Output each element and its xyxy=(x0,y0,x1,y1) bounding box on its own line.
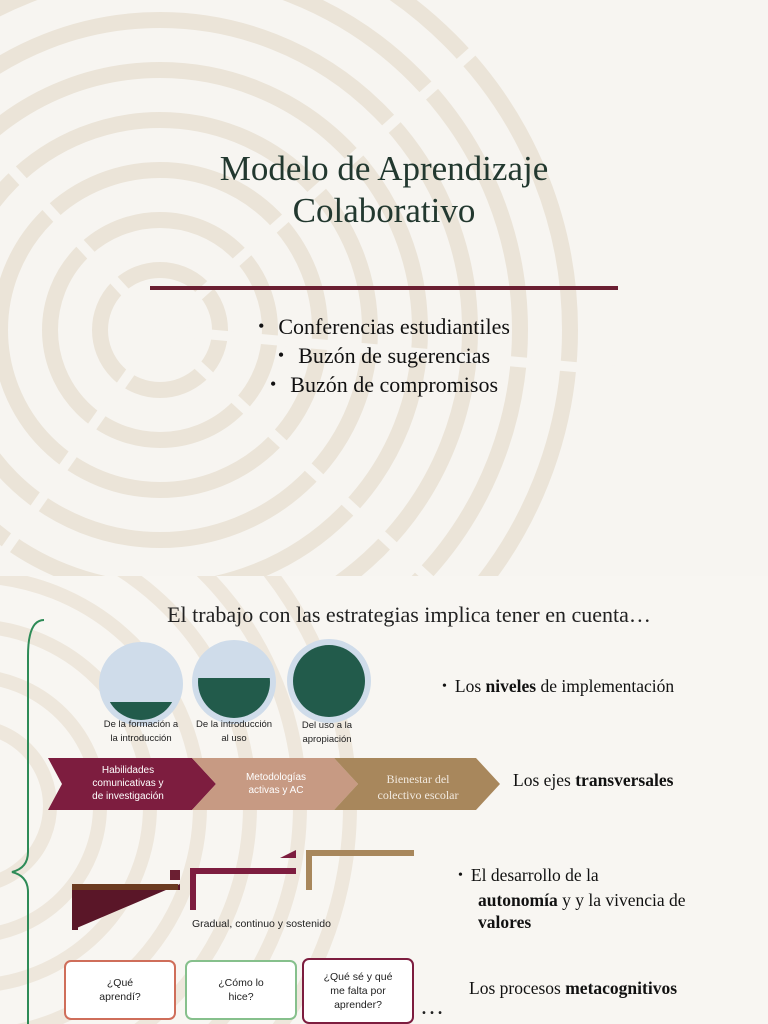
axis-line: Habilidades xyxy=(101,765,155,776)
curly-brace-icon xyxy=(6,616,46,1024)
axis-label-1 xyxy=(62,764,194,803)
label-text: Los procesos xyxy=(469,978,566,998)
box-line: aprender? xyxy=(334,999,382,1011)
label-bold: valores xyxy=(478,912,532,932)
box-line: me falta por xyxy=(330,985,386,997)
box-line: aprendí? xyxy=(99,991,141,1003)
metacog-box-1 xyxy=(64,960,176,1020)
box-line: hice? xyxy=(228,991,254,1003)
box-line: ¿Qué xyxy=(106,977,134,989)
label-text: y y la vivencia de xyxy=(557,890,686,910)
bullet-item: • Buzón de compromisos xyxy=(0,371,768,400)
title-line-1: Modelo de Aprendizaje xyxy=(219,149,549,188)
level-circle-3 xyxy=(287,639,371,723)
slide-2 xyxy=(0,576,768,1024)
metacognition-label xyxy=(469,978,677,999)
axis-line: de investigación xyxy=(92,791,164,802)
gradual-caption: Gradual, continuo y sostenido xyxy=(192,918,331,930)
title-divider xyxy=(150,286,618,290)
slide-2-title: El trabajo con las estrategias implica tener en cuenta… xyxy=(167,602,651,627)
label-text: El desarrollo de la xyxy=(470,865,599,885)
level-circle-1 xyxy=(99,642,183,726)
label-bold: metacognitivos xyxy=(565,978,678,998)
label-bold: niveles xyxy=(485,676,537,696)
level-fill-2 xyxy=(198,678,270,718)
axis-line: Bienestar del xyxy=(386,772,450,786)
axis-label-2 xyxy=(210,771,342,797)
caption-line: apropiación xyxy=(302,734,352,745)
levels-label: • Los niveles de implementación xyxy=(442,676,675,696)
label-bold: transversales xyxy=(575,770,674,790)
axis-line: comunicativas y xyxy=(92,778,164,789)
label-text: Los ejes xyxy=(513,770,576,790)
metacog-box-2 xyxy=(185,960,297,1020)
label-bold: autonomía xyxy=(478,890,558,910)
label-text: Los xyxy=(454,676,486,696)
title-line-2: Colaborativo xyxy=(292,191,476,230)
label-text: de implementación xyxy=(536,676,675,696)
caption-line: De la introducción xyxy=(195,719,273,730)
box-line: ¿Cómo lo xyxy=(218,977,264,989)
bullet-list xyxy=(0,313,768,400)
axis-line: Metodologías xyxy=(245,772,307,783)
box-line: ¿Qué sé y qué xyxy=(323,971,393,983)
level-caption-3 xyxy=(272,719,382,747)
level-fill-3 xyxy=(293,645,365,717)
caption-line: De la formación a xyxy=(103,719,179,730)
caption-line: la introducción xyxy=(110,733,172,744)
bullet-item: • Conferencias estudiantiles xyxy=(0,313,768,342)
axis-line: activas y AC xyxy=(248,785,304,796)
caption-line: al uso xyxy=(221,733,247,744)
metacog-box-3 xyxy=(302,958,414,1024)
autonomy-text: • El desarrollo de la autonomía y y la vivencia de valores xyxy=(458,865,686,932)
slide-title xyxy=(0,148,768,232)
axis-line: colectivo escolar xyxy=(377,788,459,802)
axes-label xyxy=(513,770,673,791)
caption-line: Del uso a la xyxy=(301,720,353,731)
ellipsis: … xyxy=(420,994,448,1020)
bullet-item: • Buzón de sugerencias xyxy=(0,342,768,371)
axis-label-3 xyxy=(352,771,484,803)
level-circle-2 xyxy=(192,640,276,724)
